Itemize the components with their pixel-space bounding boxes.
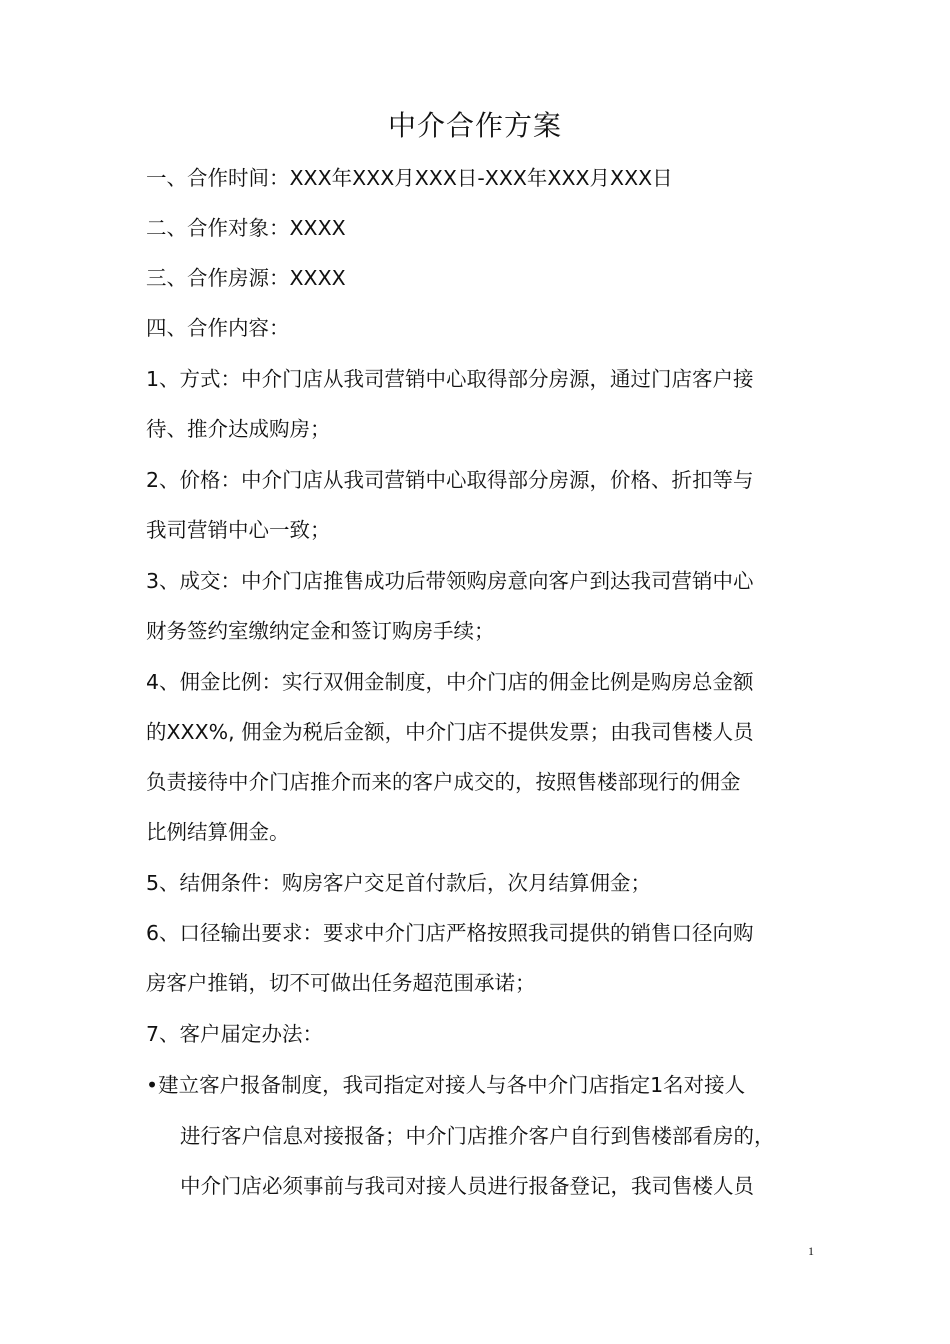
text-line-bullet-1: •建立客户报备制度，我司指定对接人与各中介门店指定1名对接人 (146, 1073, 746, 1097)
text-line-cooperation-listings: 三、合作房源：XXXX (146, 266, 346, 290)
text-line-cooperation-time: 一、合作时间：XXX年XXX月XXX日-XXX年XXX月XXX日 (146, 166, 673, 190)
text-line-deal-2: 财务签约室缴纳定金和签订购房手续； (146, 619, 495, 643)
text-line-commission-2: 的XXX%, 佣金为税后金额，中介门店不提供发票；由我司售楼人员 (146, 720, 754, 744)
text-line-price-1: 2、价格：中介门店从我司营销中心取得部分房源，价格、折扣等与 (146, 468, 754, 492)
text-line-settlement: 5、结佣条件：购房客户交足首付款后，次月结算佣金； (146, 871, 652, 895)
text-line-commission-3: 负责接待中介门店推介而来的客户成交的，按照售楼部现行的佣金 (146, 770, 741, 794)
text-line-messaging-1: 6、口径输出要求：要求中介门店严格按照我司提供的销售口径向购 (146, 921, 754, 945)
text-line-bullet-3: 中介门店必须事前与我司对接人员进行报备登记，我司售楼人员 (180, 1174, 754, 1198)
text-line-method-2: 待、推介达成购房； (146, 417, 331, 441)
text-line-method-1: 1、方式：中介门店从我司营销中心取得部分房源，通过门店客户接 (146, 367, 754, 391)
text-line-messaging-2: 房客户推销，切不可做出任务超范围承诺； (146, 971, 536, 995)
text-line-client-rules: 7、客户届定办法： (146, 1022, 324, 1046)
text-line-bullet-2: 进行客户信息对接报备；中介门店推介客户自行到售楼部看房的， (180, 1124, 775, 1148)
document-title: 中介合作方案 (387, 109, 562, 142)
page-number: 1 (808, 1244, 814, 1258)
text-line-cooperation-content: 四、合作内容： (146, 316, 290, 340)
text-line-commission-1: 4、佣金比例：实行双佣金制度，中介门店的佣金比例是购房总金额 (146, 670, 754, 694)
text-line-price-2: 我司营销中心一致； (146, 518, 331, 542)
text-line-deal-1: 3、成交：中介门店推售成功后带领购房意向客户到达我司营销中心 (146, 569, 754, 593)
text-line-cooperation-target: 二、合作对象：XXXX (146, 216, 346, 240)
text-line-commission-4: 比例结算佣金。 (146, 820, 290, 844)
